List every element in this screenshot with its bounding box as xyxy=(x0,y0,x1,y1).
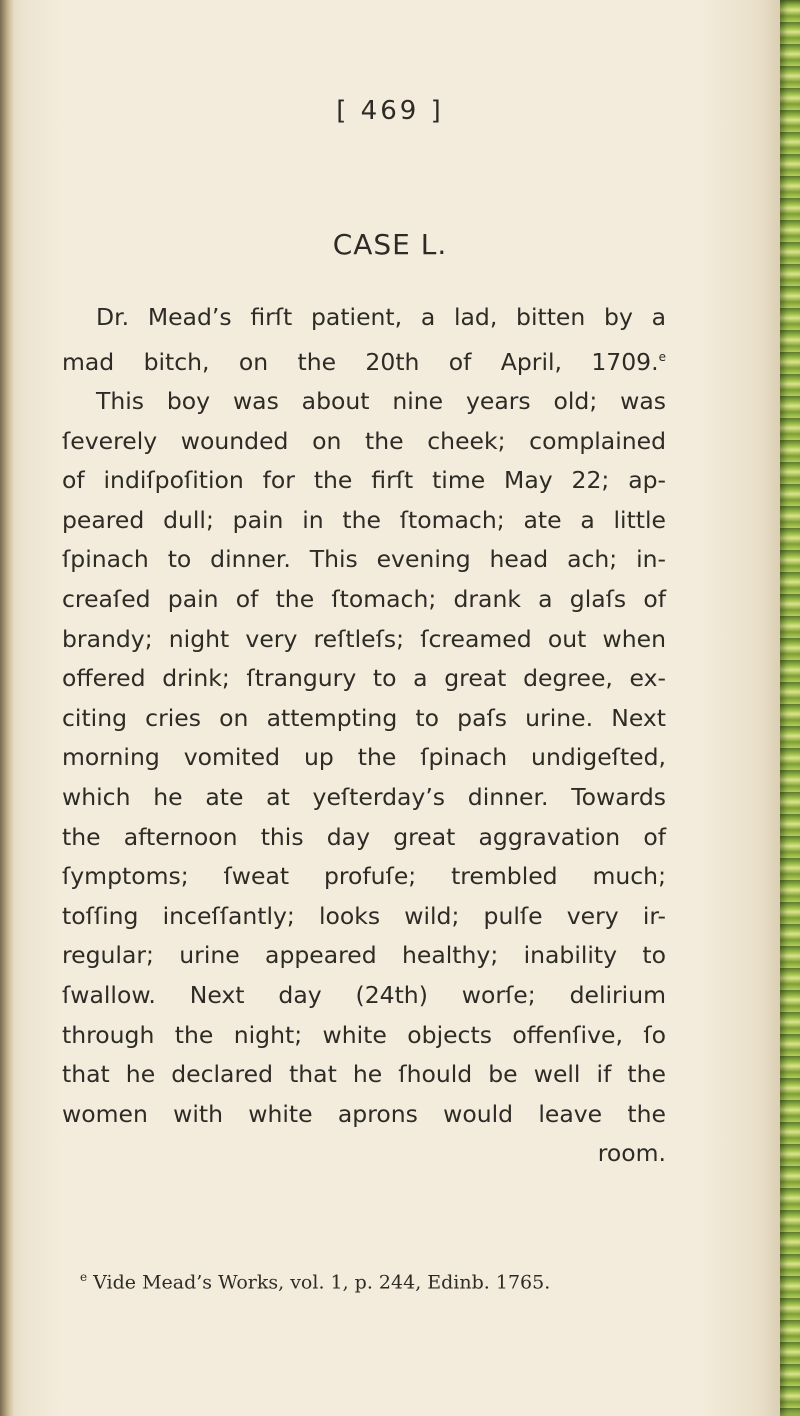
body-line: morning vomited up the ſpinach undigeſted, xyxy=(62,743,666,772)
body-line: the afternoon this day great aggravation of xyxy=(62,822,666,851)
page-number: [ 469 ] xyxy=(336,96,444,126)
body-line: toſſing inceſſantly; looks wild; pulſe very ir- xyxy=(62,901,666,930)
footnote-text: Vide Mead’s Works, vol. 1, p. 244, Edinb. 1765. xyxy=(93,1271,551,1294)
binding-edge xyxy=(780,0,800,1416)
body-line: brandy; night very reſtleſs; ſcreamed out when xyxy=(62,624,666,653)
body-line: This boy was about nine years old; was xyxy=(96,387,666,416)
body-line: of indiſpoſition for the firſt time May 22; ap- xyxy=(62,466,666,495)
body-line: creaſed pain of the ſtomach; drank a glaſs of xyxy=(62,584,666,613)
body-line: that he declared that he ſhould be well if the xyxy=(62,1060,666,1089)
page-left-shadow xyxy=(0,0,14,1416)
body-line: Dr. Mead’s firſt patient, a lad, bitten by a xyxy=(96,303,666,331)
body-line: mad bitch, on the 20th of April, 1709.$^e$ xyxy=(62,347,666,376)
body-line: ſwallow. Next day (24th) worſe; delirium xyxy=(62,980,666,1009)
body-line: offered drink; ſtrangury to a great degree, ex- xyxy=(62,664,666,693)
body-line: citing cries on attempting to paſs urine. Next xyxy=(62,703,666,732)
case-body-text xyxy=(62,298,666,1174)
body-line: women with white aprons would leave the xyxy=(62,1099,666,1128)
footnote xyxy=(80,1270,680,1293)
body-line: regular; urine appeared healthy; inability to xyxy=(62,941,666,970)
body-line: peared dull; pain in the ſtomach; ate a little xyxy=(62,505,666,534)
body-line: ſpinach to dinner. This evening head ach; in- xyxy=(62,545,666,574)
body-line: ſeverely wounded on the cheek; complained xyxy=(62,426,666,455)
case-title: CASE L. xyxy=(332,228,448,261)
body-line: through the night; white objects offenſive, ſo xyxy=(62,1020,666,1049)
body-line: room. xyxy=(597,1139,666,1168)
footnote-reference: e xyxy=(658,349,666,364)
body-line: ſymptoms; ſweat profuſe; trembled much; xyxy=(62,862,666,891)
body-line: which he ate at yeſterday’s dinner. Towards xyxy=(62,782,666,811)
footnote-marker: e xyxy=(80,1270,88,1284)
